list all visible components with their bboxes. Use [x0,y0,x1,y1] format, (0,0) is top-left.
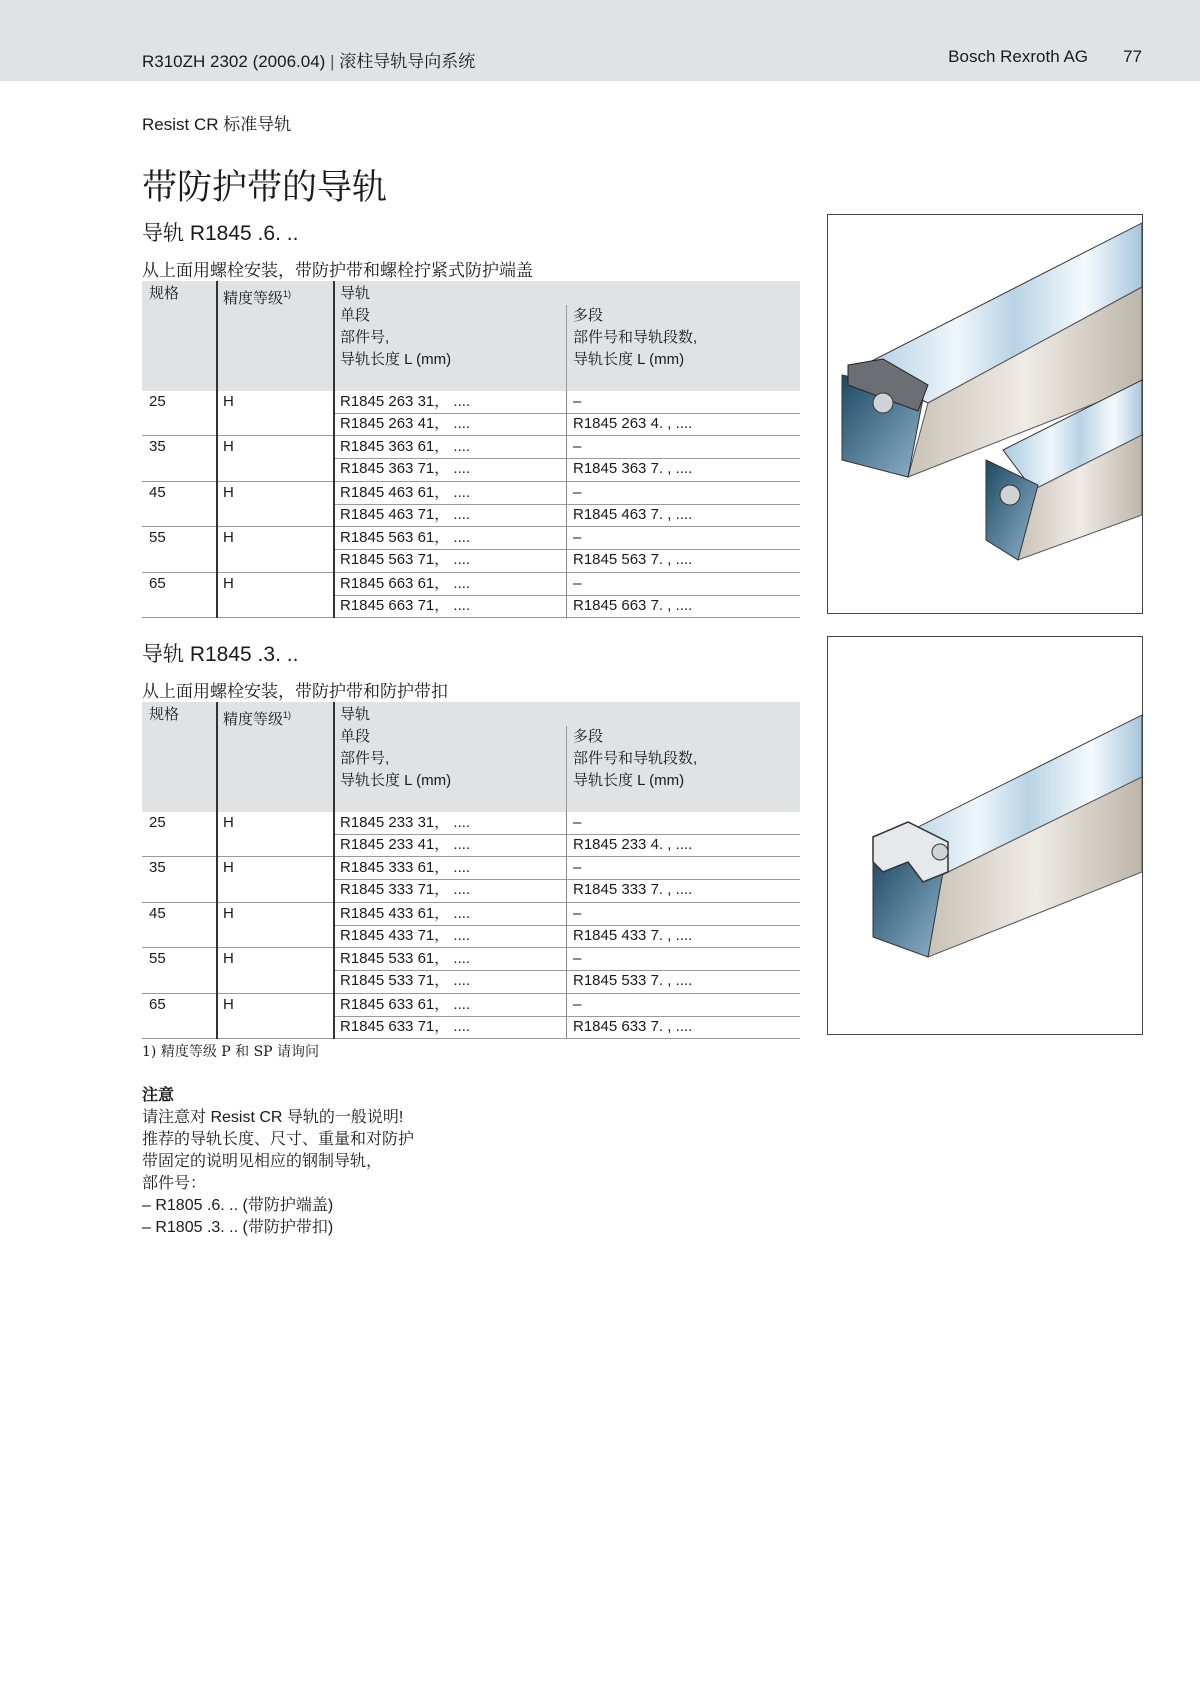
col-grade [223,704,291,731]
table-row-group [142,527,800,572]
col-single: 单段 [340,307,371,324]
size-value: 55 [149,529,166,547]
single-part-number: R1845 633 71， .... [340,1017,471,1035]
multi-part-number: R1845 563 7. , .... [573,551,693,569]
multi-part-number: – [573,904,582,922]
col-multi-length: 导轨长度 L (mm) [573,772,685,789]
single-part-number: R1845 233 41， .... [340,836,471,853]
multi-part-number: – [573,483,582,501]
multi-part-number: – [573,995,582,1013]
col-rail [340,283,451,371]
col-rail [340,704,451,792]
multi-part-number: R1845 333 7. , .... [573,881,693,899]
single-part-number: R1845 333 61， .... [340,859,471,877]
single-part-number: R1845 663 71， .... [340,596,471,614]
grade-value: H [223,574,234,592]
size-value: 65 [149,995,166,1013]
single-part-number: R1845 563 71， .... [340,551,471,569]
doc-title: 滚柱导轨导向系统 [339,52,476,71]
grade-value: H [223,438,234,456]
company-name: Bosch Rexroth AG [948,47,1088,66]
single-part-number: R1845 263 31， .... [340,393,471,410]
rail-illustration-end-cap [827,214,1143,614]
page-title: 带防护带的导轨 [142,168,388,207]
table-header [142,281,800,391]
col-single-length: 导轨长度 L (mm) [340,351,452,368]
col-multi [573,305,697,371]
col-single-part: 部件号, [340,329,390,346]
single-part-number: R1845 533 61， .... [340,950,471,968]
multi-part-number: R1845 533 7. , .... [573,972,693,990]
section-label: Resist CR 标准导轨 [142,115,292,134]
col-multi-part: 部件号和导轨段数, [573,329,698,346]
table-row-group [142,903,800,948]
multi-part-number: – [573,529,582,547]
table-header [142,702,800,812]
multi-part-number: – [573,950,582,968]
note-line: 带固定的说明见相应的钢制导轨， [142,1153,383,1170]
table-row-group [142,436,800,481]
single-part-number: R1845 363 61， .... [340,438,471,456]
note-line: 推荐的导轨长度、尺寸、重量和对防护 [142,1131,415,1148]
single-part-number: R1845 463 71， .... [340,505,471,523]
multi-part-number: R1845 463 7. , .... [573,505,693,523]
col-multi-label: 多段 [573,307,604,324]
parts-table-2 [142,702,800,1039]
note-block [142,1085,414,1239]
single-part-number: R1845 333 71， .... [340,881,471,899]
col-grade-label: 精度等级 [223,290,284,307]
size-value: 55 [149,950,166,968]
col-size: 规格 [149,285,180,302]
note-line: 部件号： [142,1175,207,1192]
size-value: 25 [149,393,166,410]
table-row-group [142,812,800,857]
table-row-group [142,994,800,1039]
col-multi-part: 部件号和导轨段数, [573,750,698,767]
table2-caption: 从上面用螺栓安装，带防护带和防护带扣 [142,682,448,701]
multi-part-number: R1845 633 7. , .... [573,1017,693,1035]
single-part-number: R1845 363 71， .... [340,460,471,478]
parts-table-1 [142,281,800,618]
single-part-number: R1845 663 61， .... [340,574,471,592]
note-heading: 注意 [142,1087,175,1104]
multi-part-number: – [573,393,582,410]
col-grade [223,283,291,310]
table-row-group [142,482,800,527]
table-row-group [142,391,800,436]
note-line: – R1805 .3. .. (带防护带扣) [142,1219,334,1236]
col-rail-label: 导轨 [340,706,371,723]
multi-part-number: R1845 663 7. , .... [573,596,693,614]
col-rail-label: 导轨 [340,285,371,302]
size-value: 35 [149,438,166,456]
single-part-number: R1845 433 61， .... [340,904,471,922]
multi-part-number: – [573,859,582,877]
doc-number: R310ZH 2302 (2006.04) [142,52,326,71]
size-value: 65 [149,574,166,592]
size-value: 45 [149,483,166,501]
table1-subtitle: 导轨 R1845 .6. .. [142,222,299,245]
col-single: 单段 [340,728,371,745]
single-part-number: R1845 463 61， .... [340,483,471,501]
table-row-group [142,948,800,993]
footnote-ref: 1) [283,710,292,720]
page-number: 77 [1123,47,1142,66]
size-value: 35 [149,859,166,877]
grade-value: H [223,483,234,501]
grade-value: H [223,529,234,547]
col-multi-length: 导轨长度 L (mm) [573,351,685,368]
header-doc-info [142,47,475,72]
multi-part-number: – [573,574,582,592]
single-part-number: R1845 633 61， .... [340,995,471,1013]
col-multi-label: 多段 [573,728,604,745]
note-line: 请注意对 Resist CR 导轨的一般说明! [142,1109,404,1126]
col-single-length: 导轨长度 L (mm) [340,772,452,789]
multi-part-number: – [573,814,582,831]
single-part-number: R1845 563 61， .... [340,529,471,547]
single-part-number: R1845 533 71， .... [340,972,471,990]
multi-part-number: R1845 263 4. , .... [573,415,693,432]
rail-illustration-strip-clamp [827,636,1143,1035]
table2-subtitle: 导轨 R1845 .3. .. [142,643,299,666]
grade-value: H [223,904,234,922]
note-line: – R1805 .6. .. (带防护端盖) [142,1197,334,1214]
grade-value: H [223,393,234,410]
col-multi [573,726,697,792]
multi-part-number: – [573,438,582,456]
grade-value: H [223,950,234,968]
size-value: 45 [149,904,166,922]
grade-value: H [223,859,234,877]
table-row-group [142,857,800,902]
col-grade-label: 精度等级 [223,711,284,728]
footnote: 1) 精度等级 P 和 SP 请询问 [142,1044,320,1060]
footnote-ref: 1) [283,289,292,299]
single-part-number: R1845 233 31， .... [340,814,471,831]
table-row-group [142,573,800,618]
single-part-number: R1845 263 41， .... [340,415,471,432]
col-size: 规格 [149,706,180,723]
single-part-number: R1845 433 71， .... [340,926,471,944]
size-value: 25 [149,814,166,831]
multi-part-number: R1845 433 7. , .... [573,926,693,944]
table1-caption: 从上面用螺栓安装，带防护带和螺栓拧紧式防护端盖 [142,261,533,280]
multi-part-number: R1845 363 7. , .... [573,460,693,478]
grade-value: H [223,995,234,1013]
grade-value: H [223,814,234,831]
header-separator: | [330,52,335,71]
multi-part-number: R1845 233 4. , .... [573,836,693,853]
col-single-part: 部件号, [340,750,390,767]
